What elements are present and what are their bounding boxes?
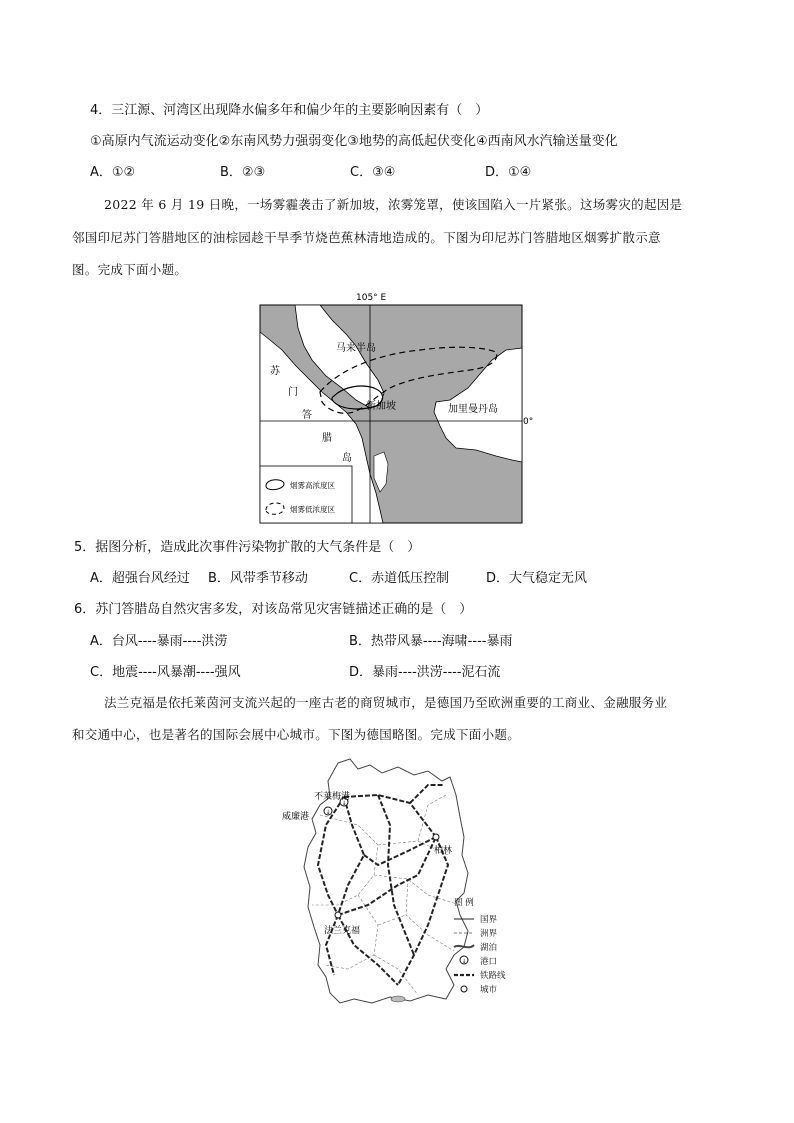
q4-option-d[interactable]: D．①④ [485,165,532,180]
city-berlin-label: 柏林 [434,846,453,856]
city-berlin-marker [433,834,439,840]
sumatra-char-2: 门 [288,387,298,398]
sumatra-char-1: 苏 [270,366,280,377]
city-frankfurt-marker [335,912,341,918]
q5-option-a[interactable]: A．超强台风经过 [90,571,190,586]
city-frankfurt-label: 法兰克福 [324,926,361,936]
passage1-line3: 图。完成下面小题。 [72,262,188,277]
malay-label: 马来半岛 [336,343,376,354]
city-wilhelmshaven-label: 威廉港 [282,812,310,822]
legend-title: 图 例 [454,898,474,908]
passage1-line2: 邻国印尼苏门答腊地区的油棕园趁干旱季节烧芭蕉林清地造成的。下图为印尼苏门答腊地区烟雾扩散示意 [72,230,661,245]
singapore-label: 新加坡 [366,401,396,412]
map2-legend [454,897,506,995]
q4-stem: 4．三江源、河湾区出现降水偏多年和偏少年的主要影响因素有（ ） [90,103,489,118]
passage2-line1: 法兰克福是依托莱茵河支流兴起的一座古老的商贸城市，是德国乃至欧洲重要的工商业、金融服务业 [104,695,668,710]
legend-rail-label: 铁路线 [480,971,506,981]
sumatra-char-4: 腊 [322,433,332,444]
q6-option-d[interactable]: D．暴雨----洪涝----泥石流 [349,665,501,680]
q6-option-a[interactable]: A．台风----暴雨----洪涝 [90,634,228,649]
passage1-line1: 2022 年 6 月 19 日晚，一场雾霾袭击了新加坡，浓雾笼罩，使该国陷入一片紧张。这场雾灾的起因是 [104,197,683,212]
q6-option-c[interactable]: C．地震----风暴潮----强风 [90,665,241,680]
sumatra-char-3: 答 [302,410,312,421]
q4-option-b[interactable]: B．②③ [220,165,266,180]
kalimantan-label: 加里曼丹岛 [448,404,498,415]
q5-stem: 5．据图分析，造成此次事件污染物扩散的大气条件是（ ） [74,540,421,555]
equator-label: 0° [523,417,534,427]
q4-factors: ①高原内气流运动变化②东南风势力强弱变化③地势的高低起伏变化④西南风水汽输送量变化 [90,134,618,149]
legend-border-label: 国界 [480,915,498,925]
smog-diffusion-map [250,288,540,528]
legend-port-label: 港口 [480,957,498,967]
sumatra-char-5: 岛 [342,453,352,464]
q4-option-a[interactable]: A．①② [90,165,136,180]
legend-low-label: 烟雾低浓度区 [290,505,335,514]
svg-text:↓: ↓ [461,958,467,965]
legend-state-label: 洲界 [480,929,498,939]
lake [391,996,405,1002]
legend-high-label: 烟雾高浓度区 [290,481,335,490]
meridian-label: 105° E [356,293,387,303]
legend-city-label: 城市 [480,985,498,995]
city-bremen-label: 不莱梅港 [314,792,351,802]
germany-map [278,755,528,1010]
q5-option-c[interactable]: C．赤道低压控制 [349,571,450,586]
passage2-line2: 和交通中心，也是著名的国际会展中心城市。下图为德国略图。完成下面小题。 [72,727,521,742]
q5-option-b[interactable]: B．风带季节移动 [208,571,308,586]
svg-text:↓: ↓ [325,809,331,816]
legend-lake-label: 湖泊 [480,943,498,953]
q6-option-b[interactable]: B．热带风暴----海啸----暴雨 [349,634,513,649]
svg-text:↓: ↓ [341,800,347,807]
q4-option-c[interactable]: C．③④ [350,165,396,180]
q6-stem: 6．苏门答腊岛自然灾害多发，对该岛常见灾害链描述正确的是（ ） [74,602,473,617]
q5-option-d[interactable]: D．大气稳定无风 [486,571,588,586]
